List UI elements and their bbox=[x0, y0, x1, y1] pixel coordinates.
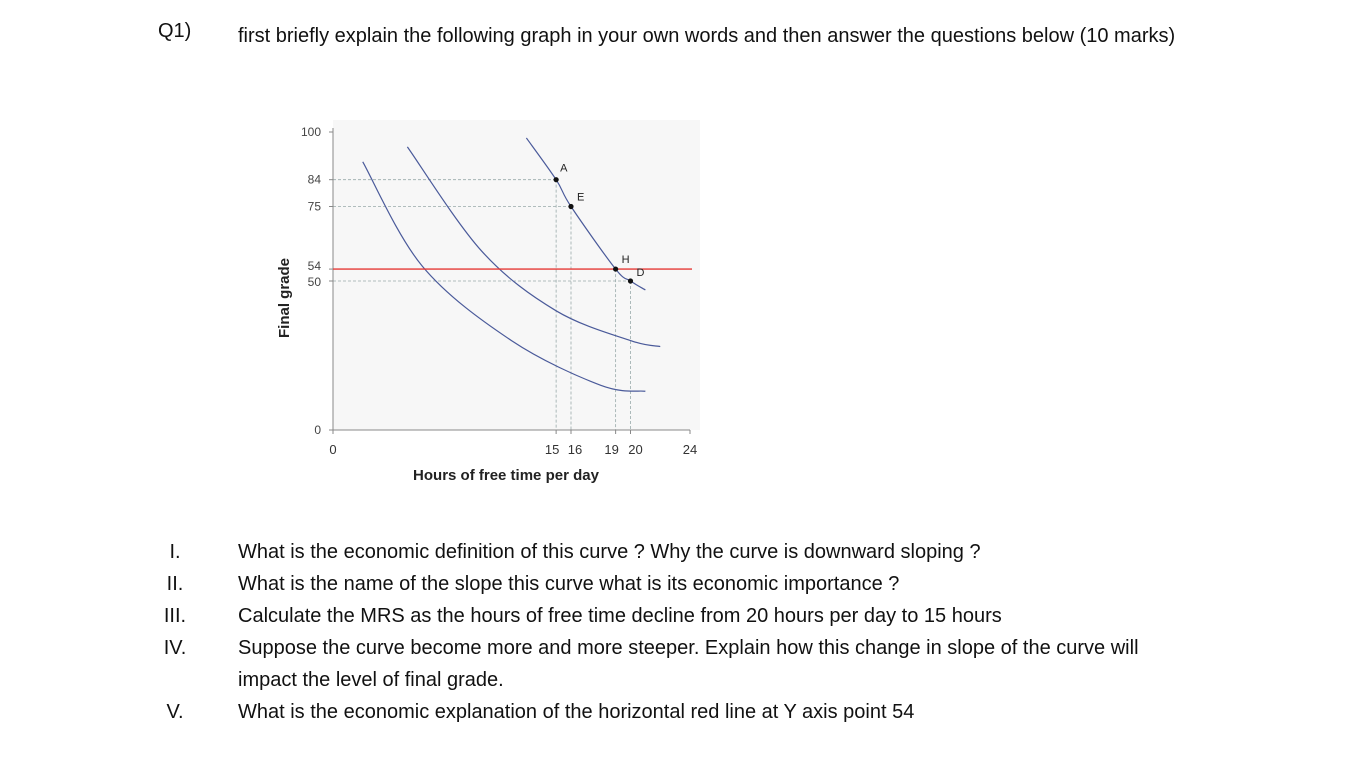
point-a-marker bbox=[554, 177, 559, 182]
point-h-label: H bbox=[621, 254, 630, 267]
x-tick-label: 0 bbox=[329, 442, 337, 457]
x-tick-label: 19 bbox=[604, 442, 619, 457]
point-e-marker bbox=[568, 204, 573, 209]
question-item bbox=[0, 696, 1351, 728]
y-tick-label: 100 bbox=[300, 125, 321, 139]
question-item bbox=[0, 568, 1351, 600]
point-a-label: A bbox=[560, 162, 568, 175]
question-item-label: III. bbox=[163, 605, 187, 627]
question-item-text: Calculate the MRS as the hours of free time decline from 20 hours per day to 15 hours bbox=[238, 605, 1002, 627]
y-axis-label: Final grade bbox=[276, 257, 293, 339]
question-list bbox=[0, 536, 1351, 728]
chart-svg bbox=[265, 112, 705, 490]
question-number: Q1) bbox=[158, 20, 192, 42]
question-item-text: What is the economic explanation of the horizontal red line at Y axis point 54 bbox=[238, 701, 915, 723]
x-tick-label: 24 bbox=[682, 442, 698, 457]
point-d-label: D bbox=[636, 267, 645, 279]
question-item-text: Suppose the curve become more and more steeper. Explain how this change in slope of the curve will impact the level of final grade. bbox=[238, 637, 1139, 691]
question-item bbox=[0, 536, 1351, 568]
question-item-label: II. bbox=[166, 573, 184, 595]
y-tick-label: 84 bbox=[307, 172, 321, 187]
question-item-text: What is the name of the slope this curve what is its economic importance ? bbox=[238, 573, 900, 595]
y-tick-label: 50 bbox=[307, 275, 321, 289]
question-item-label: I. bbox=[169, 541, 181, 563]
y-tick-label: 0 bbox=[314, 423, 321, 437]
question-item-label: IV. bbox=[163, 637, 187, 659]
question-item bbox=[0, 632, 1351, 696]
question-prompt: first briefly explain the following graph in your own words and then answer the questions below (10 marks) bbox=[238, 25, 1176, 47]
point-h-marker bbox=[613, 266, 618, 271]
indifference-curve-chart bbox=[265, 112, 705, 490]
question-item-text: What is the economic definition of this curve ? Why the curve is downward sloping ? bbox=[238, 541, 981, 563]
x-tick-label: 16 bbox=[567, 442, 583, 457]
point-e-label: E bbox=[577, 191, 585, 204]
plot-background bbox=[333, 120, 700, 430]
x-tick-label: 20 bbox=[628, 442, 643, 457]
point-d-marker bbox=[628, 278, 633, 283]
y-tick-label: 54 bbox=[307, 259, 321, 274]
y-tick-label: 75 bbox=[307, 199, 321, 214]
question-item-label: V. bbox=[166, 701, 184, 723]
x-axis-label: Hours of free time per day bbox=[413, 467, 599, 484]
question-item bbox=[0, 600, 1351, 632]
x-tick-label: 15 bbox=[544, 442, 560, 457]
